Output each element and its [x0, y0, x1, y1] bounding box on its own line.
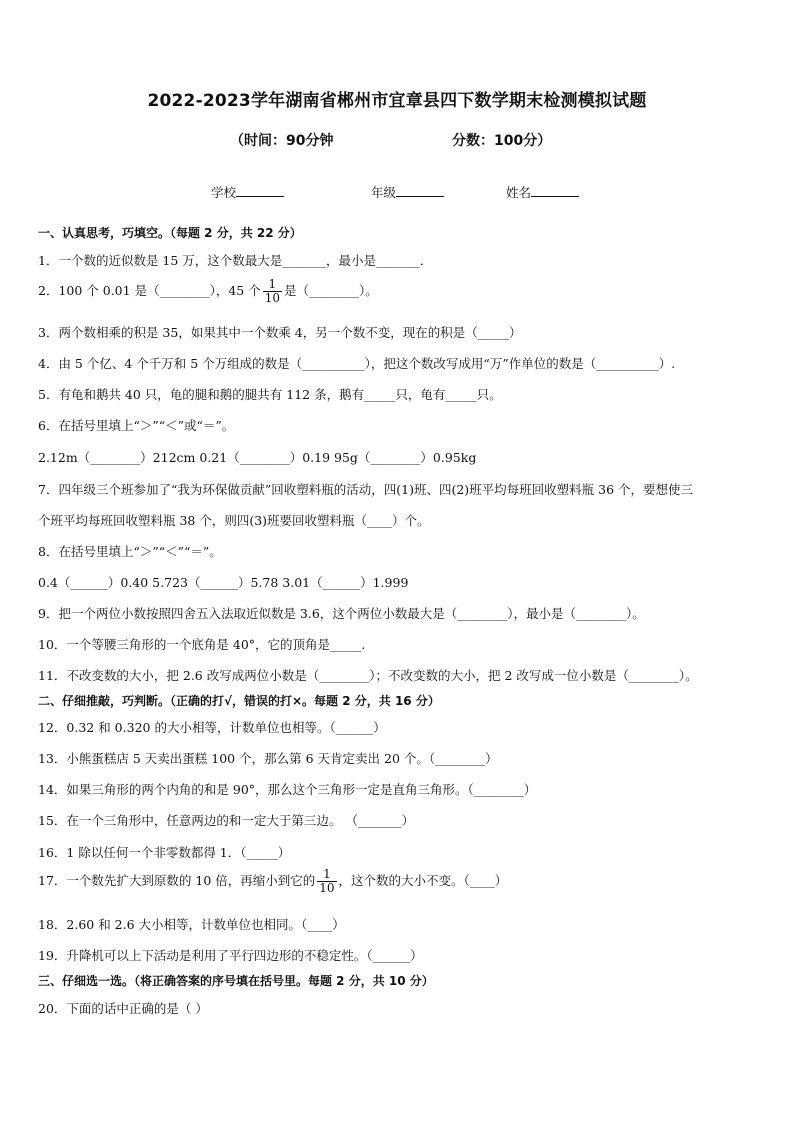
question-2 — [38, 278, 378, 305]
question-9: 9．把一个两位小数按照四舍五入法取近似数是 3.6，这个两位小数最大是（________），最小是（________）。 — [38, 606, 645, 621]
grade-prefix: 年 — [371, 185, 384, 200]
question-12: 12．0.32 和 0.320 的大小相等，计数单位也相等。（______） — [38, 720, 386, 735]
fraction-one-tenth-17: $\frac{1}{10}$ — [319, 867, 335, 896]
question-3: 3．两个数相乘的积是 35，如果其中一个数乘 4，另一个数不变，现在的积是（_____） — [38, 325, 522, 340]
exam-title: 2022-2023学年湖南省郴州市宜章县四下数学期末检测模拟试题 — [147, 91, 647, 111]
section-2-heading: 二、仔细推敲，巧判断。（正确的打√，错误的打×。每题 2 分，共 16 分） — [38, 694, 440, 708]
question-8-items: 0.4（______）0.40 5.723（______）5.78 3.01（______）1.999 — [38, 575, 409, 590]
name-blank[interactable] — [531, 184, 579, 197]
question-7-line-2: 个班平均每班回收塑料瓶 38 个，则四(3)班要回收塑料瓶（____）个。 — [38, 513, 430, 528]
question-20: 20．下面的话中正确的是（ ） — [38, 1001, 208, 1016]
question-16: 16．1 除以任何一个非零数都得 1．（_____） — [38, 845, 291, 860]
question-5: 5．有龟和鹅共 40 只，龟的腿和鹅的腿共有 112 条，鹅有_____只，龟有_____只。 — [38, 387, 502, 402]
time-label: （时间：90分钟 — [230, 133, 334, 149]
question-2-part-a: 2．100 个 0.01 是（________），45 个 — [38, 283, 261, 299]
question-7-line-1: 7．四年级三个班参加了“我为环保做贡献”回收塑料瓶的活动，四(1)班、四(2)班平均每班回收塑料瓶 36 个，要想使三 — [38, 482, 694, 497]
fraction-one-tenth: $\frac{1}{10}$ — [264, 277, 280, 306]
question-18: 18．2.60 和 2.6 大小相等，计数单位也相同。（____） — [38, 917, 345, 932]
section-1-heading: 一、认真思考，巧填空。（每题 2 分，共 22 分） — [38, 226, 302, 240]
score-label: 分数：100分） — [452, 133, 552, 149]
question-19: 19．升降机可以上下活动是利用了平行四边形的不稳定性。（______） — [38, 948, 423, 963]
school-field — [211, 183, 284, 201]
question-4: 4．由 5 个亿、4 个千万和 5 个万组成的数是（__________），把这个数改写成用“万”作单位的数是（__________）. — [38, 356, 676, 371]
section-3-heading: 三、仔细选一选。（将正确答案的序号填在括号里。每题 2 分，共 10 分） — [38, 974, 434, 988]
name-label: 姓名 — [506, 185, 532, 200]
grade-label: 级 — [383, 185, 397, 200]
question-15: 15．在一个三角形中，任意两边的和一定大于第三边。 （_______） — [38, 813, 415, 828]
question-14: 14．如果三角形的两个内角的和是 90°，那么这个三角形一定是直角三角形。（________） — [38, 782, 537, 797]
question-2-part-b: 是（________）。 — [283, 283, 378, 299]
question-6: 6．在括号里填上“＞”“＜”或“＝”。 — [38, 418, 235, 433]
question-13: 13．小熊蛋糕店 5 天卖出蛋糕 100 个，那么第 6 天肯定卖出 20 个。（________） — [38, 751, 498, 766]
question-17-part-a: 17．一个数先扩大到原数的 10 倍，再缩小到它的 — [38, 873, 316, 889]
school-label: 学校 — [211, 185, 237, 200]
question-17-part-b: ，这个数的大小不变。（____） — [338, 873, 508, 889]
name-field — [506, 183, 579, 201]
question-17 — [38, 868, 507, 895]
grade-blank[interactable] — [396, 184, 444, 197]
question-10: 10．一个等腰三角形的一个底角是 40°，它的顶角是_____. — [38, 637, 366, 652]
grade-field — [371, 183, 444, 201]
question-6-items: 2.12m（________）212cm 0.21（________）0.19 95g（________）0.95kg — [38, 450, 477, 465]
question-8: 8．在括号里填上“＞”“＜”“＝”。 — [38, 544, 222, 559]
question-1: 1．一个数的近似数是 15 万，这个数最大是_______，最小是_______． — [38, 253, 433, 268]
school-blank[interactable] — [236, 184, 284, 197]
question-11: 11．不改变数的大小，把 2.6 改写成两位小数是（________）；不改变数的大小，把 2 改写成一位小数是（________）。 — [38, 668, 698, 683]
